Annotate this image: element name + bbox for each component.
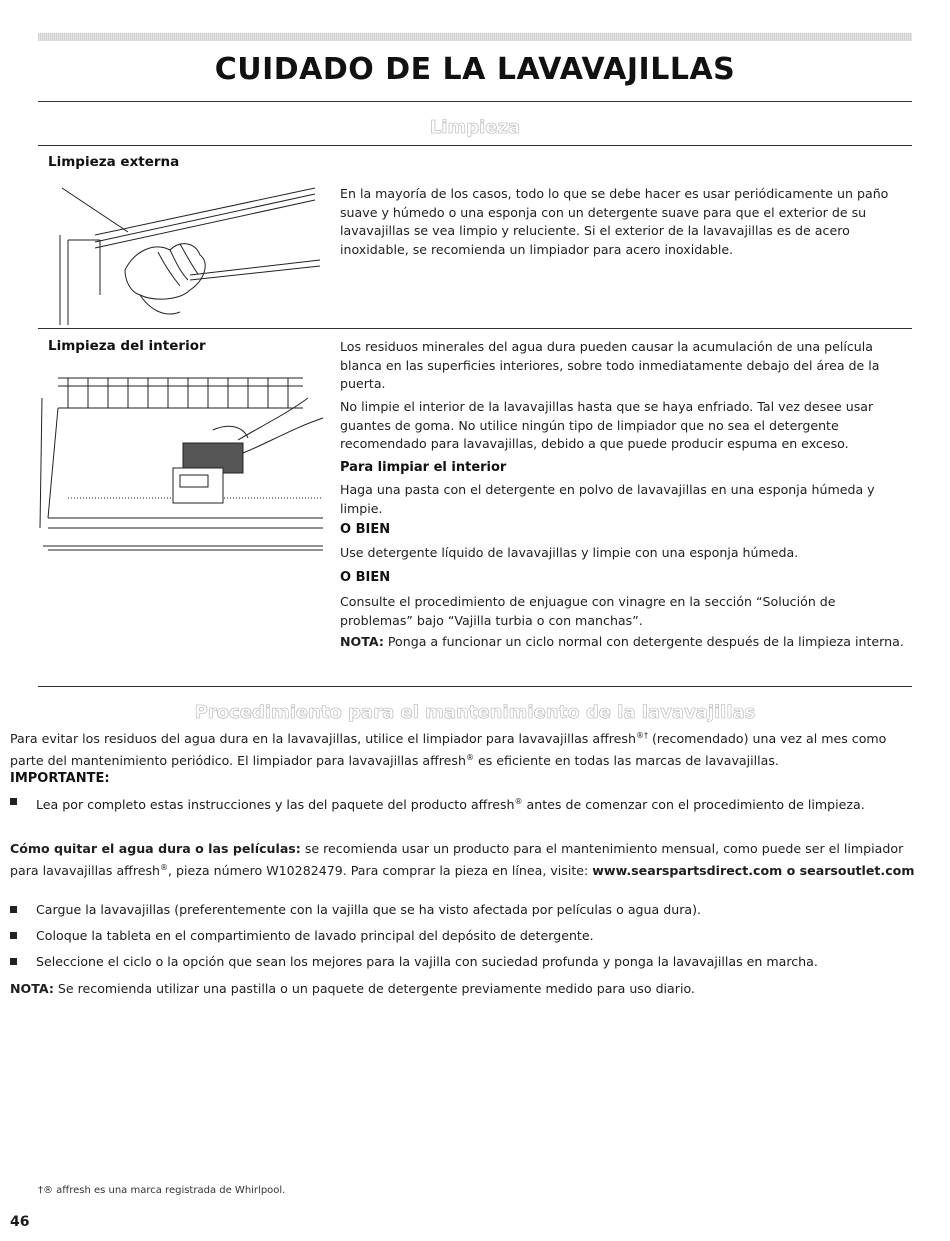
como-label: Cómo quitar el agua dura o las películas: [10,841,301,856]
interior-step2: Use detergente líquido de lavavajillas y limpie con una esponja húmeda. [340,545,799,560]
importante-bullet-text [36,793,900,815]
bullet-square [10,906,17,913]
section-divider-2 [38,686,912,687]
section-divider [38,145,912,146]
interior-step3: Consulte el procedimiento de enjuague con vinagre en la sección “Solución de problemas” bajo “Vajilla turbia o con manchas”. [340,594,836,628]
maintenance-bullet-1 [10,901,900,921]
importante-label: IMPORTANTE: [10,771,110,786]
footnote: †® affresh es una marca registrada de Whirlpool. [38,1185,286,1196]
intro-sup-2: ® [465,752,474,762]
nota-label: NOTA: [340,634,384,649]
section-heading-mantenimiento: Procedimiento para el mantenimiento de la lavavajillas [194,702,756,723]
interior-p2: No limpie el interior de la lavavajillas hasta que se haya enfriado. Tal vez desee usar guantes de goma. No utilice ningún tipo de limpiador que no sea el detergente recomendado para lavavajillas, debido a que puede producir espuma en exceso. [340,399,874,451]
exterior-cleaning-illustration [40,180,330,325]
maintenance-bullet-3 [10,953,900,973]
sears-parts-link[interactable]: www.searspartsdirect.com o searsoutlet.com [592,862,915,878]
mantenimiento-nota [10,980,915,999]
interior-p1: Los residuos minerales del agua dura pueden causar la acumulación de una película blanca en las superficies interiores, sobre todo inmediatamente debajo del área de la puerta. [340,339,880,391]
intro-text-b: (recomendado) una vez al mes como parte del mantenimiento periódico. El limpiador para lavavajillas affresh [10,731,887,768]
intro-sup-1: ®† [635,731,648,740]
subheading-limpieza-externa: Limpieza externa [48,154,180,170]
como-text-b: , pieza número W10282479. Para comprar la pieza en línea, visite: [168,862,593,878]
maintenance-bullet-2 [10,927,900,947]
mantenimiento-intro [10,727,915,770]
externa-body: En la mayoría de los casos, todo lo que se debe hacer es usar periódicamente un paño suave y húmedo o una esponja con un detergente suave para que el exterior de su lavavajillas se vea limpio y reluciente. Si el exterior de la lavavajillas es de acero inoxidable, se recomienda un limpiador para acero inoxidable. [340,186,889,257]
mantenimiento-nota-label: NOTA: [10,981,54,996]
interior-cleaning-illustration [38,368,328,553]
importante-text-b: antes de comenzar con el procedimiento de limpieza. [522,797,865,813]
importante-sup: ® [514,797,523,806]
maintenance-bullet-2-text: Coloque la tableta en el compartimiento de lavado principal del depósito de detergente. [36,928,594,943]
mantenimiento-nota-text: Se recomienda utilizar una pastilla o un paquete de detergente previamente medido para uso diario. [53,981,695,996]
maintenance-bullet-1-text: Cargue la lavavajillas (preferentemente con la vajilla que se ha visto afectada por películas o agua dura). [36,902,702,917]
interior-step1: Haga una pasta con el detergente en polvo de lavavajillas en una esponja húmeda y limpie. [340,482,875,516]
intro-text-c: es eficiente en todas las marcas de lavavajillas. [473,752,779,768]
importante-bullet [10,793,900,833]
subsection-divider [38,328,912,329]
nota-text: Ponga a funcionar un ciclo normal con detergente después de la limpieza interna. [383,634,904,649]
interior-nota [340,633,912,652]
bullet-square [10,958,17,965]
como-sup: ® [160,862,169,872]
title-divider [38,101,912,102]
bullet-square [10,798,17,805]
bullet-square [10,932,17,939]
section-heading-limpieza: Limpieza [429,117,521,138]
page-title: CUIDADO DE LA LAVAVAJILLAS [214,52,736,87]
intro-text-a: Para evitar los residuos del agua dura en la lavavajillas, utilice el limpiador para lavavajillas affresh [10,731,636,747]
top-decorative-band [38,33,912,41]
o-bien-1: O BIEN [340,522,391,537]
como-quitar-paragraph [10,840,915,880]
como-text-a: se recomienda usar un producto para el mantenimiento mensual, como puede ser el limpiador para lavavajillas affresh [10,841,904,878]
maintenance-bullet-3-text: Seleccione el ciclo o la opción que sean los mejores para la vajilla con suciedad profunda y ponga la lavavajillas en marcha. [36,954,818,969]
page-number: 46 [10,1214,30,1230]
subheading-limpieza-interior: Limpieza del interior [48,338,206,354]
o-bien-2: O BIEN [340,570,391,585]
importante-text-a: Lea por completo estas instrucciones y las del paquete del producto affresh [36,797,515,813]
subheading-para-limpiar: Para limpiar el interior [340,460,507,475]
